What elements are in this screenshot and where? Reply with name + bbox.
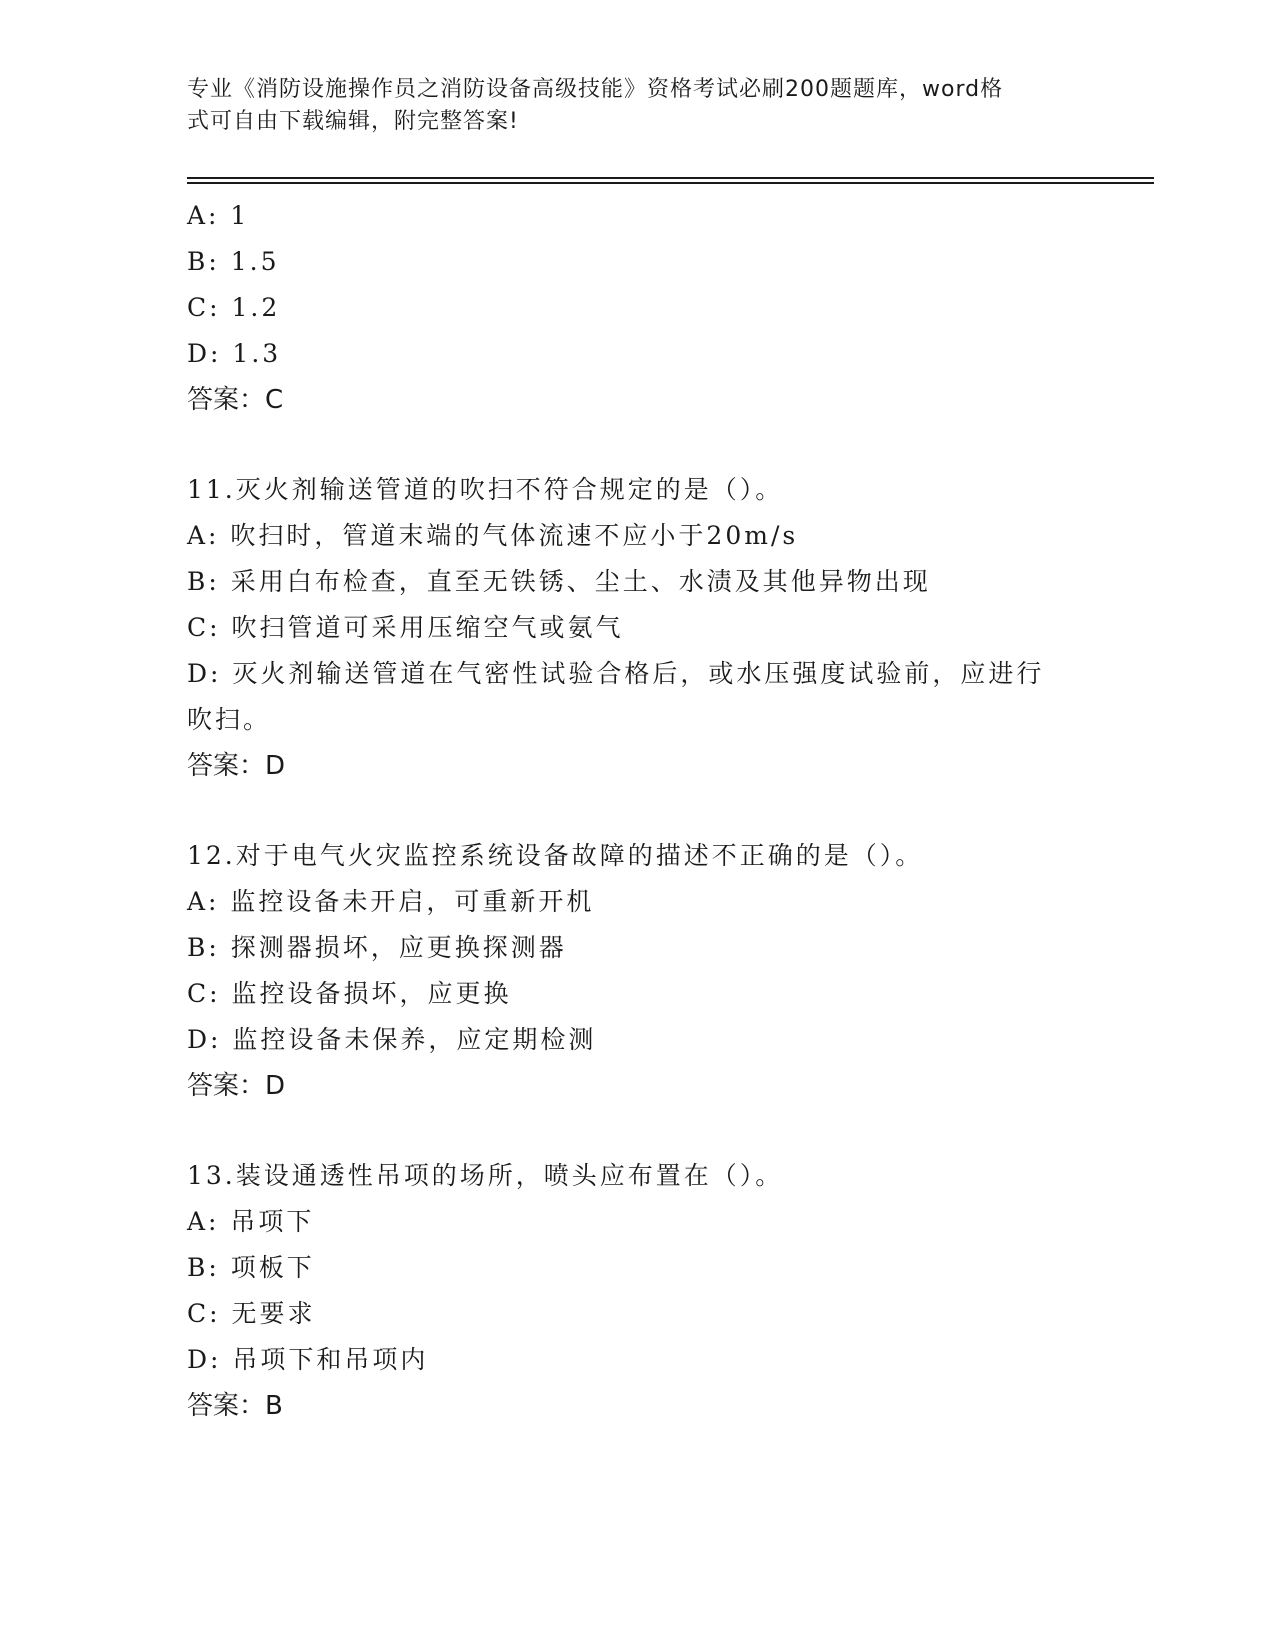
answer-line: 答案：C xyxy=(187,385,284,415)
option-c: C: 1.2 xyxy=(187,293,281,322)
option-d: D: 监控设备未保养，应定期检测 xyxy=(187,1025,597,1054)
question-stem: 12.对于电气火灾监控系统设备故障的描述不正确的是（）。 xyxy=(187,841,924,870)
option-b: B: 采用白布检查，直至无铁锈、尘土、水渍及其他异物出现 xyxy=(187,567,931,596)
option-d-continuation: 吹扫。 xyxy=(187,705,272,734)
option-c: C: 吹扫管道可采用压缩空气或氨气 xyxy=(187,613,624,642)
option-d: D: 吊项下和吊项内 xyxy=(187,1345,429,1374)
answer-line: 答案：D xyxy=(187,751,286,781)
question-stem: 11.灭火剂输送管道的吹扫不符合规定的是（）。 xyxy=(187,475,784,504)
document-header xyxy=(187,74,1087,138)
option-b: B: 探测器损坏，应更换探测器 xyxy=(187,933,567,962)
answer-line: 答案：D xyxy=(187,1071,286,1101)
question-block-12 xyxy=(187,833,1087,1109)
option-b: B: 1.5 xyxy=(187,247,280,276)
spacer xyxy=(187,789,1087,833)
option-c: C: 监控设备损坏，应更换 xyxy=(187,979,512,1008)
header-line-2: 式可自由下载编辑，附完整答案! xyxy=(187,109,519,134)
option-a: A: 吹扫时，管道末端的气体流速不应小于20m/s xyxy=(187,521,799,550)
header-divider-bottom xyxy=(187,182,1154,184)
option-a: A: 监控设备未开启，可重新开机 xyxy=(187,887,595,916)
option-a: A: 1 xyxy=(187,201,250,230)
question-block-13 xyxy=(187,1153,1087,1429)
question-list xyxy=(187,193,1087,1429)
option-b: B: 项板下 xyxy=(187,1253,315,1282)
answer-line: 答案：B xyxy=(187,1391,283,1421)
header-line-1: 专业《消防设施操作员之消防设备高级技能》资格考试必刷200题题库，word格 xyxy=(187,77,1004,102)
option-a: A: 吊项下 xyxy=(187,1207,315,1236)
question-stem: 13.装设通透性吊项的场所，喷头应布置在（）。 xyxy=(187,1161,784,1190)
header-divider-top xyxy=(187,177,1154,179)
option-c: C: 无要求 xyxy=(187,1299,316,1328)
spacer xyxy=(187,423,1087,467)
option-d: D: 1.3 xyxy=(187,339,282,368)
question-block-10 xyxy=(187,193,1087,423)
question-block-11 xyxy=(187,467,1087,789)
option-d: D: 灭火剂输送管道在气密性试验合格后，或水压强度试验前，应进行 xyxy=(187,659,1045,688)
spacer xyxy=(187,1109,1087,1153)
